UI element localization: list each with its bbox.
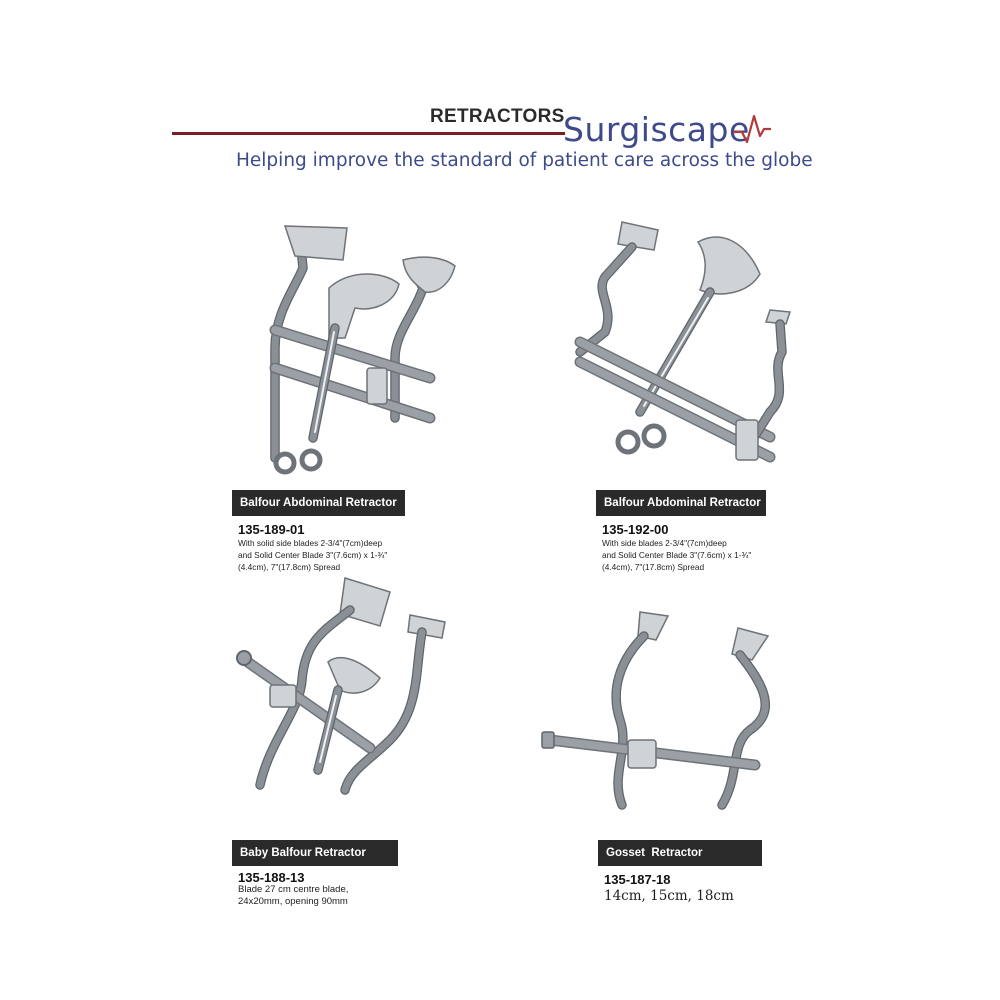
product-image-balfour-02	[570, 212, 800, 477]
product-name-bar	[232, 490, 405, 516]
product-name-bar	[598, 840, 762, 866]
product-name-bar	[232, 840, 398, 866]
product-code: 135-192-00	[602, 522, 669, 537]
product-description: 14cm, 15cm, 18cm	[604, 888, 734, 904]
page-title: RETRACTORS	[430, 106, 565, 127]
product-name: Balfour Abdominal Retractor	[240, 497, 397, 509]
product-description: With side blades 2-3/4"(7cm)deep and Solid Center Blade 3"(7.6cm) x 1-¾" (4.4cm), 7"(17.8cm) Spread	[602, 538, 752, 572]
product-name: Gosset Retractor	[606, 847, 703, 859]
pulse-logo-icon	[733, 112, 773, 146]
product-image-gosset	[540, 600, 780, 815]
product-image-baby-balfour	[230, 570, 460, 805]
product-code: 135-189-01	[238, 522, 305, 537]
product-name-bar	[596, 490, 766, 516]
product-image-balfour-01	[255, 218, 465, 478]
tagline: Helping improve the standard of patient care across the globe	[236, 150, 813, 171]
brand-logo-text: Surgiscape	[563, 110, 750, 149]
product-name: Baby Balfour Retractor	[240, 847, 366, 859]
product-description: Blade 27 cm centre blade, 24x20mm, opening 90mm	[238, 884, 349, 907]
product-description: With solid side blades 2-3/4"(7cm)deep and Solid Center Blade 3"(7.6cm) x 1-¾" (4.4cm), 7"(17.8cm) Spread	[238, 538, 388, 572]
product-code: 135-188-13	[238, 870, 305, 885]
product-code: 135-187-18	[604, 872, 671, 887]
product-name: Balfour Abdominal Retractor	[604, 497, 761, 509]
header-divider	[172, 132, 565, 135]
